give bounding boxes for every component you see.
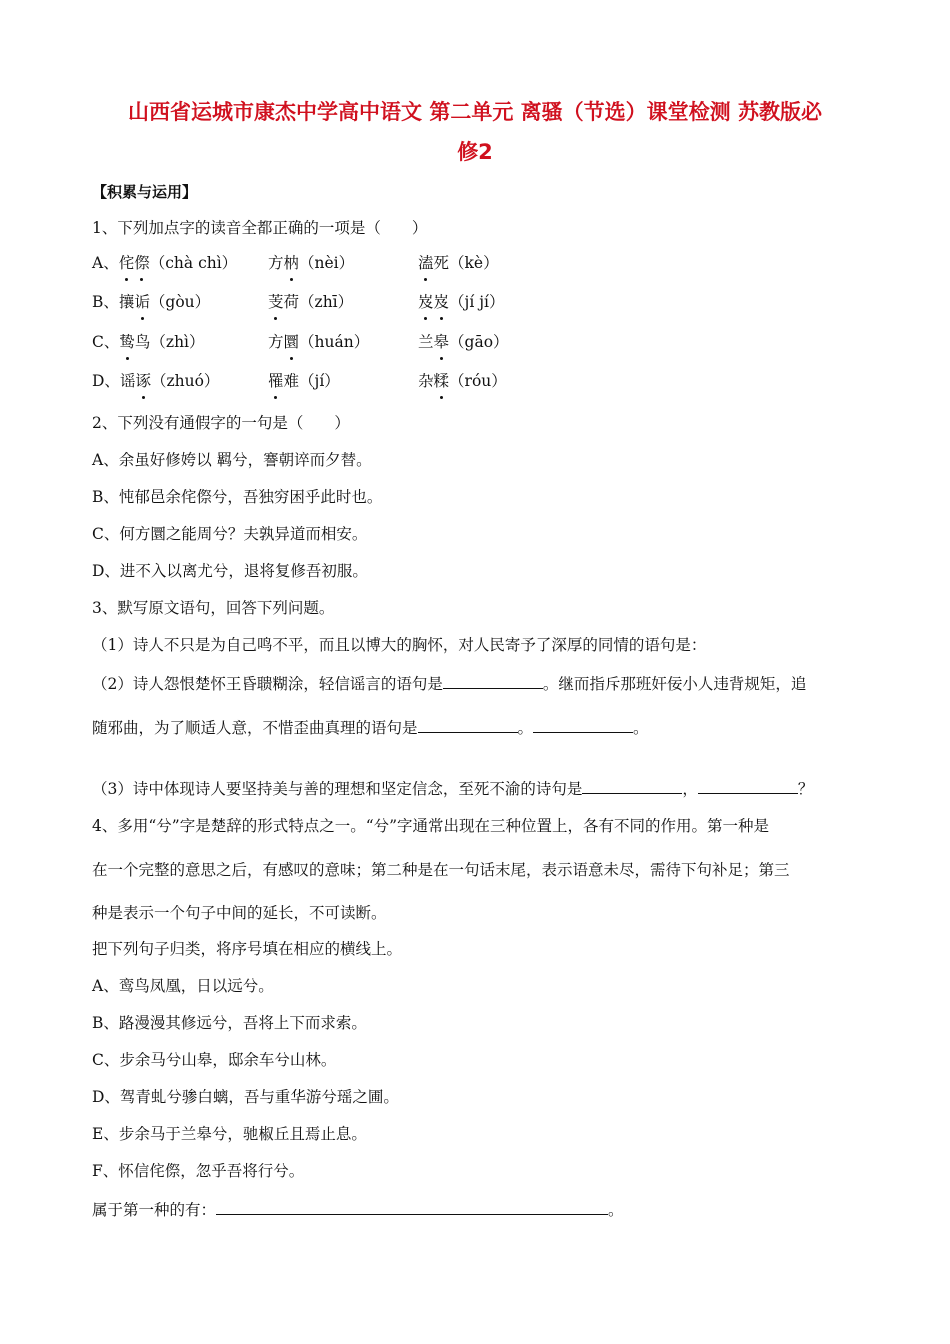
plain-char: 死 [433,254,450,272]
q4-sentence-b: B、路漫漫其修远兮，吾将上下而求索。 [92,1014,367,1032]
q4-answer-type-1 [92,1198,624,1221]
option-label: C、 [92,333,120,351]
plain-char: 谣 [119,372,136,390]
answer-blank[interactable] [216,1198,608,1215]
q2-option-d: D、进不入以离尤兮，退将复修吾初服。 [92,562,368,580]
reading: （zhuó） [150,372,220,390]
q4-sentence-e: E、步余马于兰皋兮，驰椒丘且焉止息。 [92,1125,367,1143]
answer-blank[interactable] [443,672,543,689]
q3-part-2-text: 。继而指斥那班奸佞小人违背规矩，追 [542,675,807,693]
plain-char: 兰 [418,333,434,351]
q3-part-2-line-2 [92,716,649,739]
punctuation: 。 [517,719,534,737]
punctuation: 。 [633,719,649,737]
q3-part-2-line-1 [92,672,806,695]
q4-sentence-c: C、步余马兮山皋，邸余车兮山林。 [92,1051,337,1069]
plain-char: 难 [283,372,300,390]
dotted-char: 鸷 [119,333,135,351]
q3-part-2-text: 随邪曲，为了顺适人意，不惜歪曲真理的语句是 [92,719,418,737]
option-label: B、 [92,293,119,311]
plain-char: 荷 [283,293,300,311]
reading: （róu） [449,372,507,390]
q4-sentence-a: A、鸾鸟凤凰，日以远兮。 [92,977,274,995]
option-label: D、 [92,372,120,390]
reading: （jí jí） [449,293,505,311]
q3-stem: 3、默写原文语句，回答下列问题。 [92,599,335,617]
dotted-char: 罹 [268,372,284,390]
dotted-char: 皋 [433,333,450,351]
q3-part-1: （1）诗人不只是为自己鸣不平，而且以博大的胸怀，对人民寄予了深厚的同情的语句是： [92,636,707,654]
reading: （gāo） [449,333,509,351]
document-title-line-2: 修2 [457,140,493,164]
reading: （zhī） [299,293,354,311]
q2-option-a: A、余虽好修姱以 羁兮，謇朝谇而夕替。 [92,451,372,469]
answer-blank[interactable] [533,716,633,733]
plain-char: 杂 [418,372,434,390]
dotted-char: 溘 [418,254,434,272]
q2-option-c: C、何方圜之能周兮？夫孰异道而相安。 [92,525,368,543]
answer-blank[interactable] [418,716,518,733]
plain-char: 方 [268,333,284,351]
reading: （nèi） [299,254,355,272]
q3-part-3-text: （3）诗中体现诗人要坚持美与善的理想和坚定信念，至死不渝的诗句是 [92,780,583,798]
q4-instruction: 把下列句子归类，将序号填在相应的横线上。 [92,940,403,958]
reading: （zhì） [150,333,205,351]
answer-blank[interactable] [698,777,798,794]
dotted-char: 芰 [268,293,284,311]
q2-option-b: B、忳郁邑余侘傺兮，吾独穷困乎此时也。 [92,488,383,506]
q2-stem: 2、下列没有通假字的一句是（ ） [92,414,350,432]
answer-blank[interactable] [582,777,682,794]
reading: （kè） [449,254,499,272]
dotted-char: 傺 [134,254,150,272]
plain-char: 方 [268,254,284,272]
punctuation: 。 [608,1201,624,1219]
q4-sentence-d: D、驾青虬兮骖白螭，吾与重华游兮瑶之圃。 [92,1088,399,1106]
section-heading: 【积累与运用】 [92,183,198,201]
q3-part-2-text: （2）诗人怨恨楚怀王昏聩糊涂，轻信谣言的语句是 [92,675,443,693]
dotted-char: 糅 [433,372,450,390]
punctuation: ， [682,780,698,798]
reading: （chà chì） [149,254,238,272]
dotted-char: 岌 [433,293,450,311]
plain-char: 鸟 [134,333,151,351]
reading: （huán） [299,333,370,351]
dotted-char: 枘 [283,254,300,272]
document-title-line-1: 山西省运城市康杰中学高中语文 第二单元 离骚（节选）课堂检测 苏教版必 [128,100,822,124]
q4-intro-line-2: 在一个完整的意思之后，有感叹的意味；第二种是在一句话末尾，表示语意未尽，需待下句补足；第三 [92,861,790,879]
reading: （jí） [299,372,340,390]
dotted-char: 圜 [283,333,300,351]
dotted-char: 侘 [118,254,135,272]
q4-intro-line-1: 4、多用“兮”字是楚辞的形式特点之一。“兮”字通常出现在三种位置上，各有不同的作用。第一种是 [92,817,770,835]
answer-label: 属于第一种的有： [92,1201,217,1219]
plain-char: 攘 [118,293,135,311]
dotted-char: 诟 [134,293,150,311]
q4-sentence-f: F、怀信侘傺，忽乎吾将行兮。 [92,1162,305,1180]
q1-stem: 1、下列加点字的读音全都正确的一项是（ ） [92,219,428,237]
reading: （gòu） [149,293,211,311]
punctuation: ？ [797,780,814,798]
q3-part-3 [92,777,813,800]
q4-intro-line-3: 种是表示一个句子中间的延长，不可读断。 [92,904,387,922]
dotted-char: 岌 [418,293,434,311]
option-label: A、 [92,254,119,272]
dotted-char: 诼 [135,372,151,390]
